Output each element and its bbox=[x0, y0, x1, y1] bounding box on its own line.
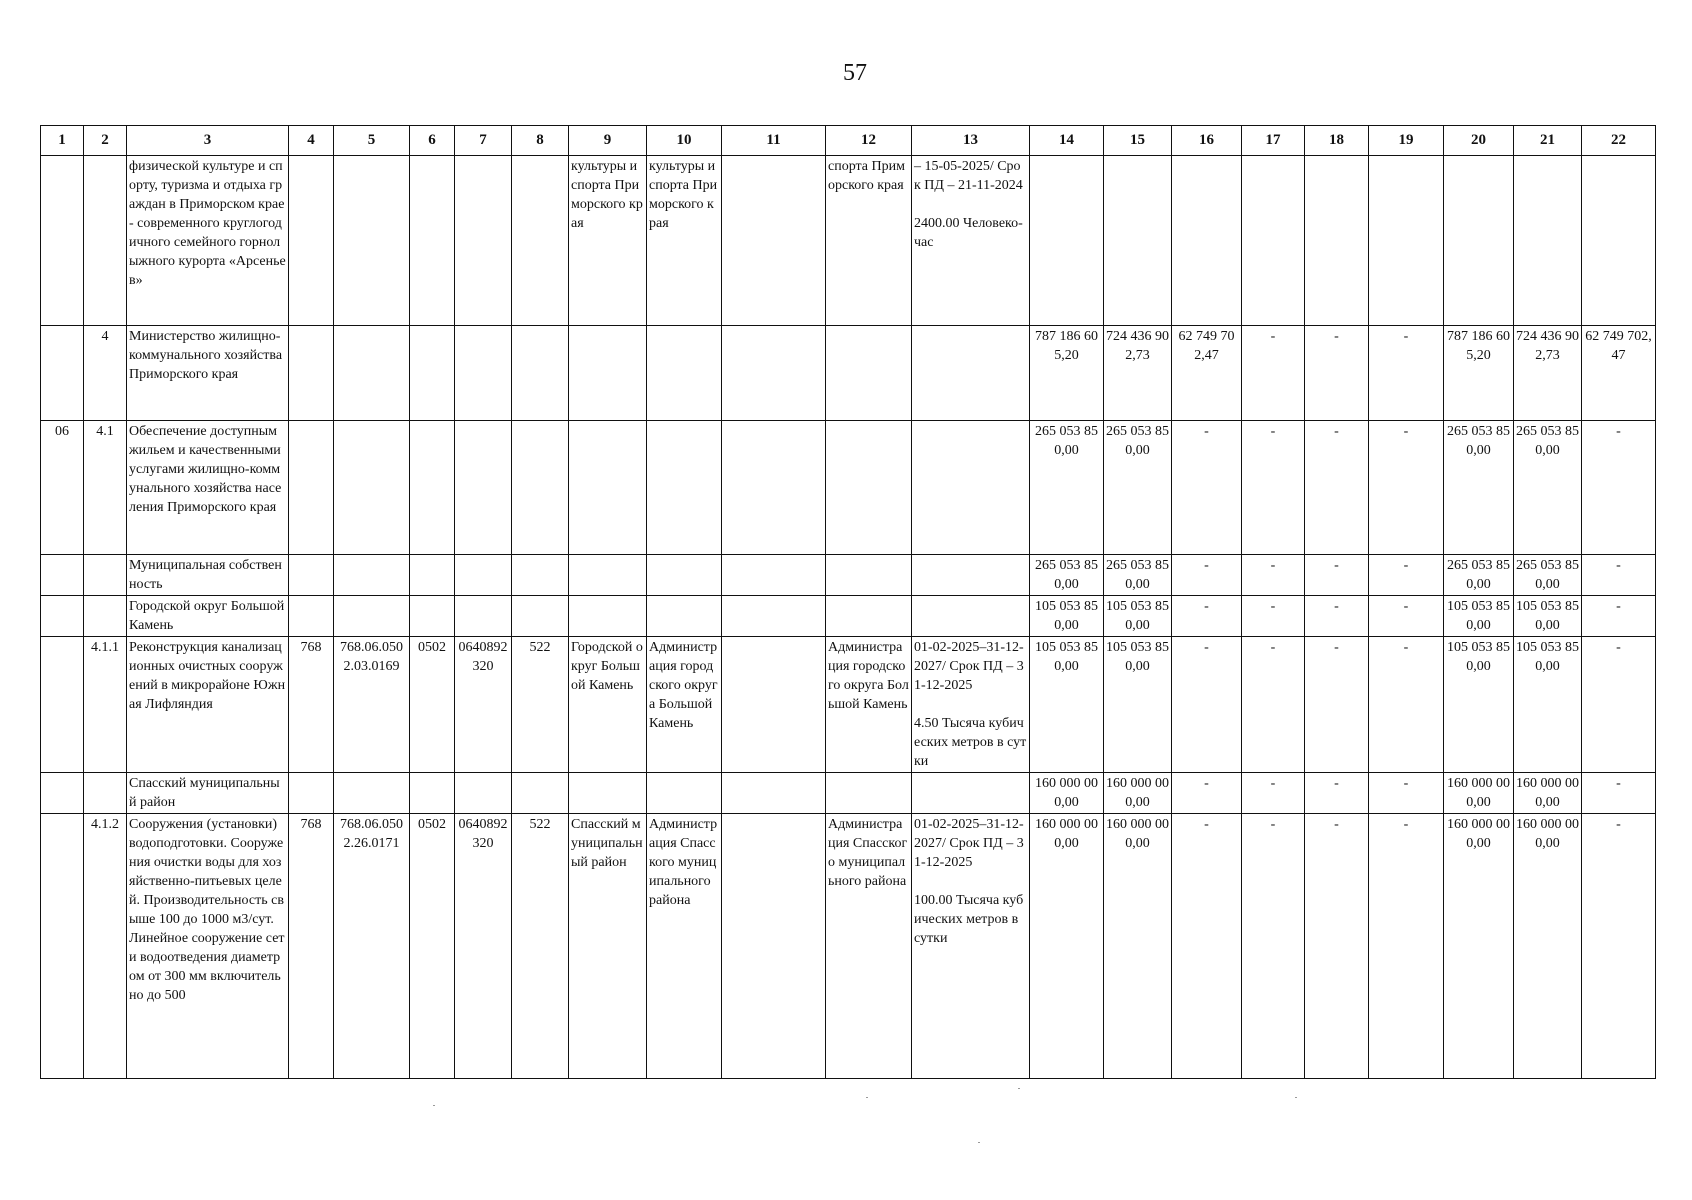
cell-col-3: Сооружения (установки) водоподготовки. Сооружения очистки воды для хозяйственно-питьевых целей. Производительность свыше 100 до 1000 м3/сут. Линейное сооружение сети водоотведения диаметром от 300 мм включительно до 500 bbox=[127, 814, 289, 1079]
column-header-20: 20 bbox=[1444, 126, 1514, 156]
cell-col-17: - bbox=[1242, 773, 1305, 814]
cell-col-3: Министерство жилищно-коммунального хозяйства Приморского края bbox=[127, 326, 289, 421]
cell-col-7: 0640892320 bbox=[455, 814, 512, 1079]
cell-col-4 bbox=[289, 596, 334, 637]
page-number: 57 bbox=[843, 60, 867, 86]
cell-col-13: – 15-05-2025/ Срок ПД – 21-11-2024 2400.00 Человеко-час bbox=[912, 156, 1030, 326]
cell-col-6 bbox=[410, 156, 455, 326]
cell-col-3: Обеспечение доступным жильем и качественными услугами жилищно-коммунального хозяйства населения Приморского края bbox=[127, 421, 289, 555]
cell-col-12 bbox=[826, 326, 912, 421]
cell-col-22 bbox=[1582, 156, 1656, 326]
cell-col-11 bbox=[722, 596, 826, 637]
cell-col-21: 265 053 850,00 bbox=[1514, 421, 1582, 555]
cell-col-10 bbox=[647, 421, 722, 555]
cell-col-19: - bbox=[1369, 773, 1444, 814]
cell-col-10 bbox=[647, 596, 722, 637]
cell-col-6 bbox=[410, 555, 455, 596]
cell-col-20: 265 053 850,00 bbox=[1444, 421, 1514, 555]
cell-col-19: - bbox=[1369, 326, 1444, 421]
budget-table bbox=[40, 125, 1656, 1079]
cell-col-9: культуры и спорта Приморского края bbox=[569, 156, 647, 326]
cell-col-1 bbox=[41, 637, 84, 773]
column-header-8: 8 bbox=[512, 126, 569, 156]
cell-col-2 bbox=[84, 156, 127, 326]
cell-col-20: 105 053 850,00 bbox=[1444, 637, 1514, 773]
cell-col-8: 522 bbox=[512, 637, 569, 773]
cell-col-10: Администрация Спасского муниципального района bbox=[647, 814, 722, 1079]
cell-col-18: - bbox=[1305, 637, 1369, 773]
cell-col-8 bbox=[512, 555, 569, 596]
cell-col-5: 768.06.0502.03.0169 bbox=[334, 637, 410, 773]
cell-col-11 bbox=[722, 773, 826, 814]
table-row bbox=[41, 814, 1656, 1079]
cell-col-21: 724 436 902,73 bbox=[1514, 326, 1582, 421]
cell-col-4 bbox=[289, 555, 334, 596]
cell-col-21: 160 000 000,00 bbox=[1514, 814, 1582, 1079]
cell-col-5 bbox=[334, 326, 410, 421]
cell-col-15: 160 000 000,00 bbox=[1104, 814, 1172, 1079]
cell-col-18: - bbox=[1305, 326, 1369, 421]
column-header-22: 22 bbox=[1582, 126, 1656, 156]
table-row bbox=[41, 773, 1656, 814]
cell-col-14: 105 053 850,00 bbox=[1030, 637, 1104, 773]
cell-col-6 bbox=[410, 421, 455, 555]
cell-col-11 bbox=[722, 555, 826, 596]
cell-col-17 bbox=[1242, 156, 1305, 326]
cell-col-9 bbox=[569, 596, 647, 637]
cell-col-5 bbox=[334, 421, 410, 555]
cell-col-9 bbox=[569, 421, 647, 555]
cell-col-15: 105 053 850,00 bbox=[1104, 596, 1172, 637]
cell-col-22: 62 749 702,47 bbox=[1582, 326, 1656, 421]
cell-col-11 bbox=[722, 814, 826, 1079]
cell-col-16 bbox=[1172, 156, 1242, 326]
cell-col-13 bbox=[912, 596, 1030, 637]
cell-col-9: Спасский муниципальный район bbox=[569, 814, 647, 1079]
cell-col-1 bbox=[41, 814, 84, 1079]
cell-col-12: Администрация Спасского муниципального района bbox=[826, 814, 912, 1079]
cell-col-15 bbox=[1104, 156, 1172, 326]
cell-col-15: 724 436 902,73 bbox=[1104, 326, 1172, 421]
cell-col-13 bbox=[912, 773, 1030, 814]
cell-col-12 bbox=[826, 555, 912, 596]
header-row bbox=[41, 126, 1656, 156]
cell-col-6 bbox=[410, 773, 455, 814]
cell-col-11 bbox=[722, 156, 826, 326]
column-header-6: 6 bbox=[410, 126, 455, 156]
cell-col-4 bbox=[289, 326, 334, 421]
cell-col-2: 4.1.2 bbox=[84, 814, 127, 1079]
cell-col-5 bbox=[334, 773, 410, 814]
cell-col-9 bbox=[569, 326, 647, 421]
cell-col-13 bbox=[912, 326, 1030, 421]
cell-col-22: - bbox=[1582, 596, 1656, 637]
cell-col-12: Администрация городского округа Большой Камень bbox=[826, 637, 912, 773]
column-header-14: 14 bbox=[1030, 126, 1104, 156]
column-header-9: 9 bbox=[569, 126, 647, 156]
cell-col-6 bbox=[410, 326, 455, 421]
cell-col-3: Городской округ Большой Камень bbox=[127, 596, 289, 637]
cell-col-15: 160 000 000,00 bbox=[1104, 773, 1172, 814]
cell-col-4 bbox=[289, 773, 334, 814]
cell-col-3: физической культуре и спорту, туризма и отдыха граждан в Приморском крае - современного круглогодичного семейного горнолыжного курорта «Арсеньев» bbox=[127, 156, 289, 326]
cell-col-10: Администрация городского округа Большой Камень bbox=[647, 637, 722, 773]
cell-col-16: - bbox=[1172, 555, 1242, 596]
column-header-18: 18 bbox=[1305, 126, 1369, 156]
cell-col-12 bbox=[826, 773, 912, 814]
cell-col-19: - bbox=[1369, 421, 1444, 555]
table-row bbox=[41, 326, 1656, 421]
column-header-1: 1 bbox=[41, 126, 84, 156]
cell-col-14: 105 053 850,00 bbox=[1030, 596, 1104, 637]
cell-col-20: 160 000 000,00 bbox=[1444, 814, 1514, 1079]
cell-col-19: - bbox=[1369, 637, 1444, 773]
cell-col-2 bbox=[84, 596, 127, 637]
cell-col-7 bbox=[455, 156, 512, 326]
cell-col-22: - bbox=[1582, 773, 1656, 814]
cell-col-17: - bbox=[1242, 596, 1305, 637]
cell-col-9: Городской округ Большой Камень bbox=[569, 637, 647, 773]
cell-col-14: 787 186 605,20 bbox=[1030, 326, 1104, 421]
cell-col-16: - bbox=[1172, 773, 1242, 814]
cell-col-20 bbox=[1444, 156, 1514, 326]
cell-col-14 bbox=[1030, 156, 1104, 326]
cell-col-20: 787 186 605,20 bbox=[1444, 326, 1514, 421]
cell-col-7 bbox=[455, 596, 512, 637]
cell-col-22: - bbox=[1582, 555, 1656, 596]
cell-col-13 bbox=[912, 421, 1030, 555]
cell-col-14: 160 000 000,00 bbox=[1030, 814, 1104, 1079]
cell-col-14: 265 053 850,00 bbox=[1030, 555, 1104, 596]
cell-col-18: - bbox=[1305, 814, 1369, 1079]
cell-col-15: 265 053 850,00 bbox=[1104, 421, 1172, 555]
cell-col-16: - bbox=[1172, 814, 1242, 1079]
column-header-7: 7 bbox=[455, 126, 512, 156]
cell-col-13: 01-02-2025–31-12-2027/ Срок ПД – 31-12-2025 100.00 Тысяча кубических метров в сутки bbox=[912, 814, 1030, 1079]
cell-col-18: - bbox=[1305, 596, 1369, 637]
cell-col-17: - bbox=[1242, 555, 1305, 596]
cell-col-6: 0502 bbox=[410, 637, 455, 773]
column-header-15: 15 bbox=[1104, 126, 1172, 156]
cell-col-7: 0640892320 bbox=[455, 637, 512, 773]
cell-col-2: 4.1 bbox=[84, 421, 127, 555]
cell-col-1 bbox=[41, 326, 84, 421]
cell-col-20: 160 000 000,00 bbox=[1444, 773, 1514, 814]
column-header-19: 19 bbox=[1369, 126, 1444, 156]
cell-col-1 bbox=[41, 596, 84, 637]
cell-col-9 bbox=[569, 555, 647, 596]
column-header-17: 17 bbox=[1242, 126, 1305, 156]
cell-col-19: - bbox=[1369, 596, 1444, 637]
cell-col-12: спорта Приморского края bbox=[826, 156, 912, 326]
cell-col-7 bbox=[455, 326, 512, 421]
column-header-4: 4 bbox=[289, 126, 334, 156]
cell-col-7 bbox=[455, 555, 512, 596]
column-header-13: 13 bbox=[912, 126, 1030, 156]
column-header-21: 21 bbox=[1514, 126, 1582, 156]
cell-col-8: 522 bbox=[512, 814, 569, 1079]
cell-col-18: - bbox=[1305, 421, 1369, 555]
cell-col-16: - bbox=[1172, 637, 1242, 773]
column-header-5: 5 bbox=[334, 126, 410, 156]
column-header-3: 3 bbox=[127, 126, 289, 156]
cell-col-12 bbox=[826, 596, 912, 637]
cell-col-2 bbox=[84, 555, 127, 596]
cell-col-4: 768 bbox=[289, 814, 334, 1079]
cell-col-17: - bbox=[1242, 637, 1305, 773]
cell-col-21: 105 053 850,00 bbox=[1514, 637, 1582, 773]
column-header-12: 12 bbox=[826, 126, 912, 156]
cell-col-15: 105 053 850,00 bbox=[1104, 637, 1172, 773]
cell-col-13: 01-02-2025–31-12-2027/ Срок ПД – 31-12-2025 4.50 Тысяча кубических метров в сутки bbox=[912, 637, 1030, 773]
cell-col-10 bbox=[647, 326, 722, 421]
cell-col-17: - bbox=[1242, 421, 1305, 555]
cell-col-4 bbox=[289, 421, 334, 555]
cell-col-15: 265 053 850,00 bbox=[1104, 555, 1172, 596]
cell-col-5: 768.06.0502.26.0171 bbox=[334, 814, 410, 1079]
cell-col-10: культуры и спорта Приморского края bbox=[647, 156, 722, 326]
cell-col-16: 62 749 702,47 bbox=[1172, 326, 1242, 421]
cell-col-8 bbox=[512, 421, 569, 555]
cell-col-11 bbox=[722, 637, 826, 773]
cell-col-10 bbox=[647, 555, 722, 596]
table-row bbox=[41, 596, 1656, 637]
cell-col-20: 265 053 850,00 bbox=[1444, 555, 1514, 596]
cell-col-16: - bbox=[1172, 421, 1242, 555]
cell-col-22: - bbox=[1582, 814, 1656, 1079]
cell-col-21: 160 000 000,00 bbox=[1514, 773, 1582, 814]
cell-col-4: 768 bbox=[289, 637, 334, 773]
table-row bbox=[41, 637, 1656, 773]
cell-col-5 bbox=[334, 555, 410, 596]
cell-col-17: - bbox=[1242, 814, 1305, 1079]
cell-col-2: 4 bbox=[84, 326, 127, 421]
column-header-11: 11 bbox=[722, 126, 826, 156]
cell-col-22: - bbox=[1582, 637, 1656, 773]
cell-col-12 bbox=[826, 421, 912, 555]
table-row bbox=[41, 421, 1656, 555]
cell-col-7 bbox=[455, 421, 512, 555]
cell-col-16: - bbox=[1172, 596, 1242, 637]
cell-col-17: - bbox=[1242, 326, 1305, 421]
cell-col-9 bbox=[569, 773, 647, 814]
cell-col-21: 105 053 850,00 bbox=[1514, 596, 1582, 637]
cell-col-2: 4.1.1 bbox=[84, 637, 127, 773]
column-header-16: 16 bbox=[1172, 126, 1242, 156]
cell-col-1 bbox=[41, 156, 84, 326]
cell-col-19 bbox=[1369, 156, 1444, 326]
cell-col-19: - bbox=[1369, 814, 1444, 1079]
cell-col-6 bbox=[410, 596, 455, 637]
cell-col-10 bbox=[647, 773, 722, 814]
table-row bbox=[41, 156, 1656, 326]
cell-col-3: Спасский муниципальный район bbox=[127, 773, 289, 814]
cell-col-18: - bbox=[1305, 773, 1369, 814]
cell-col-6: 0502 bbox=[410, 814, 455, 1079]
cell-col-1 bbox=[41, 555, 84, 596]
cell-col-20: 105 053 850,00 bbox=[1444, 596, 1514, 637]
cell-col-5 bbox=[334, 156, 410, 326]
cell-col-21: 265 053 850,00 bbox=[1514, 555, 1582, 596]
cell-col-2 bbox=[84, 773, 127, 814]
table-row bbox=[41, 555, 1656, 596]
cell-col-13 bbox=[912, 555, 1030, 596]
cell-col-1 bbox=[41, 773, 84, 814]
cell-col-4 bbox=[289, 156, 334, 326]
cell-col-11 bbox=[722, 421, 826, 555]
cell-col-19: - bbox=[1369, 555, 1444, 596]
cell-col-14: 265 053 850,00 bbox=[1030, 421, 1104, 555]
cell-col-8 bbox=[512, 156, 569, 326]
cell-col-5 bbox=[334, 596, 410, 637]
cell-col-1: 06 bbox=[41, 421, 84, 555]
cell-col-3: Реконструкция канализационных очистных сооружений в микрорайоне Южная Лифляндия bbox=[127, 637, 289, 773]
cell-col-3: Муниципальная собственность bbox=[127, 555, 289, 596]
column-header-10: 10 bbox=[647, 126, 722, 156]
cell-col-11 bbox=[722, 326, 826, 421]
cell-col-8 bbox=[512, 596, 569, 637]
column-header-2: 2 bbox=[84, 126, 127, 156]
cell-col-14: 160 000 000,00 bbox=[1030, 773, 1104, 814]
cell-col-22: - bbox=[1582, 421, 1656, 555]
cell-col-7 bbox=[455, 773, 512, 814]
cell-col-18 bbox=[1305, 156, 1369, 326]
cell-col-21 bbox=[1514, 156, 1582, 326]
cell-col-8 bbox=[512, 326, 569, 421]
cell-col-8 bbox=[512, 773, 569, 814]
cell-col-18: - bbox=[1305, 555, 1369, 596]
